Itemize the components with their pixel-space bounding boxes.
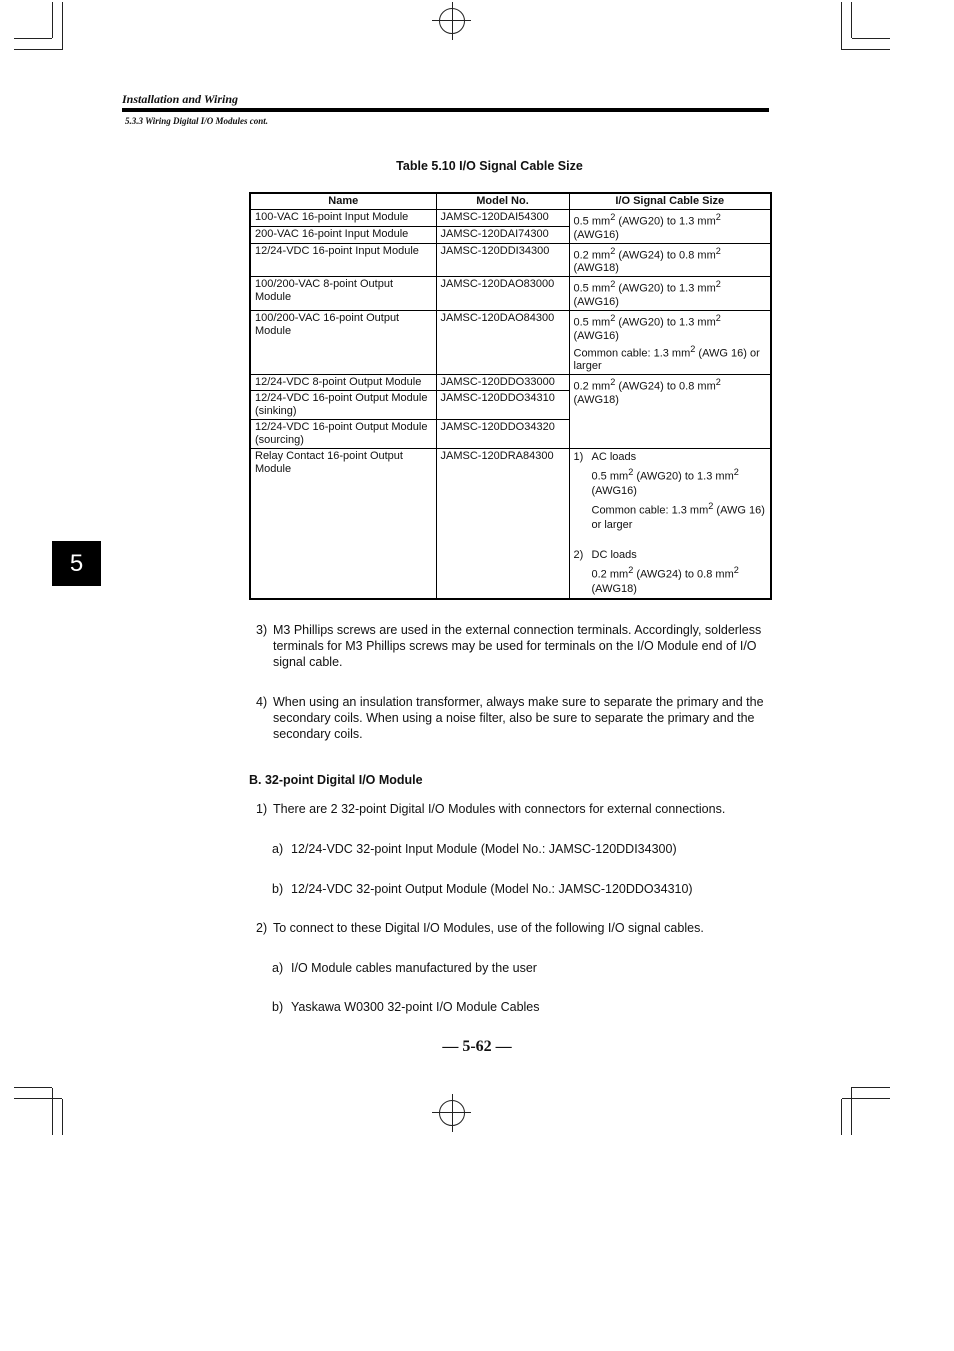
note-text: M3 Phillips screws are used in the external connection terminals. Accordingly, solderless terminals for M3 Phillips screws may be used for terminals on the I/O Module end of I/O signal cable. [273, 623, 762, 669]
cable-size: 0.5 $mm^2$ (AWG20) to 1.3 $mm^2$ (AWG16) Common cable: 1.3 $mm^2$ (AWG 16) or larger [569, 310, 771, 374]
item-letter: a) [272, 842, 284, 856]
table-row [250, 277, 771, 311]
module-name: 100/200-VAC 16-point Output Module [250, 310, 436, 374]
module-name: 200-VAC 16-point Input Module [250, 226, 436, 243]
model-number: JAMSC-120DDO33000 [436, 375, 569, 391]
io-signal-cable-table [249, 192, 772, 600]
item-text: 12/24-VDC 32-point Output Module (Model No.: JAMSC-120DDO34310) [291, 882, 693, 896]
note-text: When using an insulation transformer, always make sure to separate the primary and the secondary coils. When using a noise filter, also be sure to separate the primary and the secondary coils. [273, 695, 764, 741]
header-rule [122, 108, 769, 112]
table-row [250, 375, 771, 391]
item-number: 1) [256, 802, 268, 816]
sub-list-item [272, 960, 770, 976]
column-header-cable-size: I/O Signal Cable Size [569, 193, 771, 210]
model-number: JAMSC-120DAO83000 [436, 277, 569, 311]
note-number: 4) [256, 695, 268, 709]
cable-size: 0.2 $mm^2$ (AWG24) to 0.8 $mm^2$ (AWG18) [569, 243, 771, 277]
model-number: JAMSC-120DAO84300 [436, 310, 569, 374]
running-header-subsection: 5.3.3 Wiring Digital I/O Modules cont. [125, 116, 269, 126]
item-text: There are 2 32-point Digital I/O Modules with connectors for external connections. [273, 802, 726, 816]
table-header-row [250, 193, 771, 210]
cable-size: 0.2 $mm^2$ (AWG24) to 0.8 $mm^2$ (AWG18) [569, 375, 771, 449]
model-number: JAMSC-120DAI74300 [436, 226, 569, 243]
model-number: JAMSC-120DDO34310 [436, 391, 569, 420]
sub-list-item [272, 999, 770, 1015]
item-text: To connect to these Digital I/O Modules, use of the following I/O signal cables. [273, 921, 704, 935]
module-name: 12/24-VDC 16-point Input Module [250, 243, 436, 277]
module-name: 100/200-VAC 8-point Output Module [250, 277, 436, 311]
item-text: Yaskawa W0300 32-point I/O Module Cables [291, 1000, 540, 1014]
model-number: JAMSC-120DDI34300 [436, 243, 569, 277]
cable-size: 0.5 $mm^2$ (AWG20) to 1.3 $mm^2$ (AWG16) [569, 277, 771, 311]
section-heading: B. 32-point Digital I/O Module [249, 773, 423, 787]
module-name: 100-VAC 16-point Input Module [250, 210, 436, 227]
column-header-name: Name [250, 193, 436, 210]
item-letter: a) [272, 961, 284, 975]
item-text: 12/24-VDC 32-point Input Module (Model No.: JAMSC-120DDI34300) [291, 842, 677, 856]
item-number: 2) [256, 921, 268, 935]
list-item [256, 801, 770, 817]
model-number: JAMSC-120DRA84300 [436, 449, 569, 599]
column-header-model: Model No. [436, 193, 569, 210]
module-name: Relay Contact 16-point Output Module [250, 449, 436, 599]
note-3 [256, 622, 770, 670]
chapter-tab: 5 [52, 541, 101, 586]
sub-list-item [272, 881, 770, 897]
table-row [250, 449, 771, 599]
model-number: JAMSC-120DAI54300 [436, 210, 569, 227]
module-name: 12/24-VDC 16-point Output Module (sinking) [250, 391, 436, 420]
model-number: JAMSC-120DDO34320 [436, 420, 569, 449]
cable-size: 0.5 $mm^2$ (AWG20) to 1.3 $mm^2$ (AWG16) [569, 210, 771, 244]
item-text: I/O Module cables manufactured by the user [291, 961, 537, 975]
note-number: 3) [256, 623, 268, 637]
table-row [250, 243, 771, 277]
note-4 [256, 694, 770, 742]
module-name: 12/24-VDC 16-point Output Module (sourcing) [250, 420, 436, 449]
page-number: — 5-62 — [442, 1038, 512, 1055]
running-header-title: Installation and Wiring [122, 92, 239, 106]
table-row [250, 210, 771, 227]
cable-size: 1) AC loads 0.5 $mm^2$ (AWG20) to 1.3 $mm^2$ (AWG16) Common cable: 1.3 $mm^2$ (AWG 16) or larger 2) DC loads 0.2 $mm^2$ (AWG24) to 0.8 $mm^2$ (AWG18) [569, 449, 771, 599]
item-letter: b) [272, 882, 284, 896]
item-letter: b) [272, 1000, 284, 1014]
table-caption: Table 5.10 I/O Signal Cable Size [396, 159, 583, 173]
sub-list-item [272, 841, 770, 857]
table-row [250, 310, 771, 374]
module-name: 12/24-VDC 8-point Output Module [250, 375, 436, 391]
list-item [256, 920, 770, 936]
